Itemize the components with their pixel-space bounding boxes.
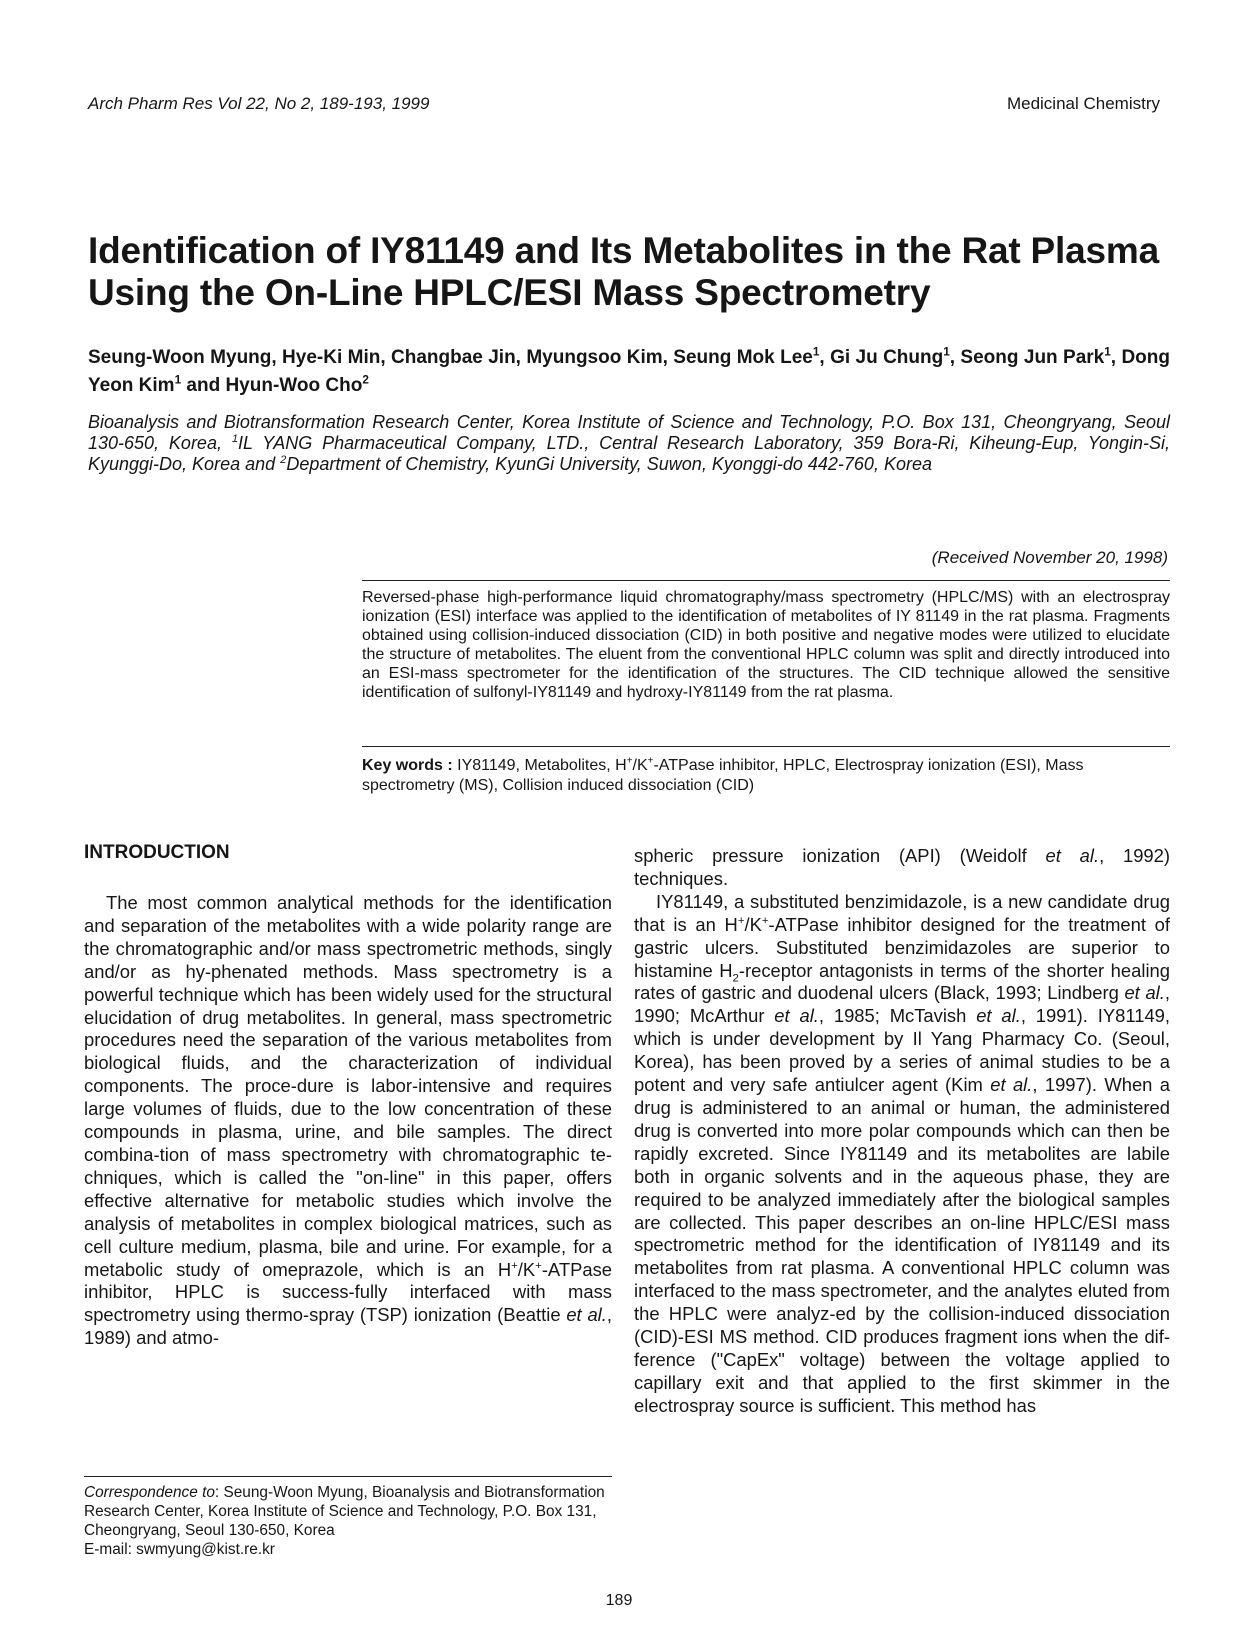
- affiliation-text: IL YANG Pharmaceutical Company, LTD., Central Research Laboratory, 359 Bora-Ri, Kiheung-Eup, Yongin-Si, Kyunggi-Do, Korea and: [88, 433, 1170, 474]
- footnote-label: Correspondence to: [84, 1484, 215, 1501]
- intro-paragraph-2: [634, 891, 1170, 1418]
- author-text: and Hyun-Woo Cho: [181, 375, 363, 396]
- abstract-bottom-rule: [362, 746, 1170, 747]
- keywords-text: IY81149, Metabolites, H: [452, 757, 627, 774]
- author-superscript: 1: [943, 345, 950, 359]
- body-text: /K: [744, 913, 762, 935]
- author-superscript: 1: [174, 373, 182, 387]
- page-number: 189: [605, 1592, 633, 1609]
- running-header-section: Medicinal Chemistry: [1006, 94, 1160, 113]
- body-column-left: [84, 892, 612, 1350]
- body-superscript: +: [511, 1259, 518, 1272]
- abstract-top-rule: [362, 580, 1170, 581]
- keywords-text: -ATPase inhibitor, HPLC, Electrospray ionization (ESI), Mass spectrometry (MS), Collision induced dissociation (CID): [362, 757, 1084, 794]
- body-subscript: 2: [732, 972, 739, 985]
- body-text: spheric pressure ionization (API) (Weidolf: [634, 845, 1046, 866]
- intro-paragraph-1: [84, 892, 612, 1350]
- body-text: , 1997). When a drug is administered to an animal or human, the administered drug is converted into more polar compounds which can then be rapidly excreted. Since IY81149 and its metabolites are labile both in organic solvents and in the aqueous phase, they are required to be analyzed immediately after the biological samples are collected. This paper describes an on-line HPLC/ESI mass spectrometric method for the identification of IY81149 and its metabolites from rat plasma. A conventional HPLC column was interfaced to the mass spectrometer, and the analytes eluted from the HPLC were analyz-ed by the collision-induced dissociation (CID)-ESI MS method. CID produces fragment ions when the dif-ference ("CapEx" voltage) between the voltage applied to capillary exit and that applied to the first skimmer in the electrospray source is sufficient. This method has: [634, 1074, 1171, 1416]
- affiliation-superscript: 2: [280, 454, 287, 466]
- body-text: /K: [517, 1258, 536, 1280]
- author-text: , Seong Jun Park: [949, 347, 1105, 368]
- body-superscript: +: [535, 1259, 542, 1272]
- footnote-email: E-mail: swmyung@kist.re.kr: [84, 1541, 275, 1558]
- affiliation-text: Department of Chemistry, KyunGi University, Suwon, Kyonggi-do 442-760, Korea: [286, 454, 932, 474]
- author-text: Seung-Woon Myung, Hye-Ki Min, Changbae Jin, Myungsoo Kim, Seung Mok Lee: [88, 347, 813, 368]
- body-italic: et al.: [990, 1074, 1033, 1096]
- keywords-text: /K: [632, 757, 648, 774]
- affiliation-superscript: 1: [231, 433, 239, 445]
- author-text: , Gi Ju Chung: [819, 347, 944, 368]
- body-italic: et al.: [774, 1005, 819, 1027]
- footnote-text: : Seung-Woon Myung, Bioanalysis and Biotransformation Research Center, Korea Institute of Science and Technology, P.O. Box 131, Cheongryang, Seoul 130-650, Korea: [84, 1484, 605, 1539]
- body-italic: et al.: [566, 1304, 607, 1326]
- keywords: [362, 756, 1170, 795]
- body-text: , 1992) techniques.: [634, 845, 1170, 889]
- body-superscript: +: [737, 914, 745, 927]
- section-heading-introduction: INTRODUCTION: [84, 842, 230, 863]
- author-text: , Dong Yeon Kim: [88, 347, 1171, 396]
- body-text: IY81149, a substituted benzimidazole, is a new candidate drug that is an H: [634, 890, 1170, 935]
- body-italic: et al.: [976, 1005, 1021, 1027]
- body-column-right: [634, 845, 1170, 1418]
- body-superscript: +: [761, 914, 769, 927]
- author-superscript: 2: [362, 373, 369, 387]
- author-superscript: 1: [1104, 345, 1111, 359]
- body-text: -ATPase inhibitor designed for the treatment of gastric ulcers. Substituted benzimidazoles are superior to histamine H: [634, 913, 1171, 981]
- abstract-text: Reversed-phase high-performance liquid chromatography/mass spectrometry (HPLC/MS) with an electrospray ionization (ESI) interface was applied to the identification of metabolites of IY 81149 in the rat plasma. Fragments obtained using collision-induced dissociation (CID) in both positive and negative modes were utilized to elucidate the structure of metabolites. The eluent from the conventional HPLC column was split and directly introduced into an ESI-mass spectrometer for the identification of the structures. The CID technique allowed the sensitive identification of sulfonyl-IY81149 and hydroxy-IY81149 from the rat plasma.: [362, 589, 1170, 701]
- body-text: , 1990; McArthur: [634, 982, 1170, 1027]
- correspondence-footnote: [84, 1483, 612, 1559]
- footnote-rule: [84, 1476, 612, 1477]
- body-text: , 1989) and atmo-: [84, 1304, 612, 1349]
- body-text: , 1991). IY81149, which is under development by Il Yang Pharmacy Co. (Seoul, Korea), has been proved by a series of animal studies to be a potent and very safe antiulcer agent (Kim: [634, 1005, 1171, 1096]
- keywords-label: Key words :: [362, 757, 453, 774]
- body-text: -ATPase inhibitor, HPLC is success-fully interfaced with mass spectrometry using thermo-spray (TSP) ionization (Beattie: [84, 1258, 612, 1326]
- affiliation-text: Bioanalysis and Biotransformation Research Center, Korea Institute of Science and Technology, P.O. Box 131, Cheongryang, Seoul 130-650, Korea,: [88, 412, 1170, 453]
- body-italic: et al.: [1045, 845, 1100, 866]
- affiliations: [88, 412, 1170, 475]
- intro-paragraph-1-continued: [634, 845, 1170, 891]
- body-text: The most common analytical methods for the identification and separation of the metabolites with a wide polarity range are the chromatographic and/or mass spectrometric methods, singly and/or as hy-phenated methods. Mass spectrometry is a powerful technique which has been widely used for the structural elucidation of drug metabolites. In general, mass spectrometric procedures need the separation of the various metabolites from biological fluids, and the characterization of individual components. The proce-dure is labor-intensive and requires large volumes of fluids, due to the low concentration of these compounds in plasma, urine, and bile samples. The direct combina-tion of mass spectrometry with chromatographic te-chniques, which is called the "on-line" in this paper, offers effective alternative for metabolic studies which involve the analysis of metabolites in complex biological matrices, such as cell culture medium, plasma, bile and urine. For example, for a metabolic study of omeprazole, which is an H: [84, 892, 612, 1280]
- body-text: , 1985; McTavish: [818, 1005, 977, 1027]
- running-header-journal: Arch Pharm Res Vol 22, No 2, 189-193, 1999: [88, 94, 430, 113]
- body-italic: et al.: [1124, 982, 1165, 1004]
- received-date: (Received November 20, 1998): [931, 548, 1168, 567]
- keywords-superscript: +: [626, 755, 633, 767]
- article-title: Identification of IY81149 and Its Metabolites in the Rat Plasma Using the On-Line HPLC/ESI Mass Spectrometry: [88, 230, 1159, 313]
- keywords-superscript: +: [647, 755, 654, 767]
- author-list: [88, 344, 1170, 400]
- author-superscript: 1: [812, 345, 820, 359]
- body-text: -receptor antagonists in terms of the shorter healing rates of gastric and duodenal ulcers (Black, 1993; Lindberg: [634, 959, 1170, 1004]
